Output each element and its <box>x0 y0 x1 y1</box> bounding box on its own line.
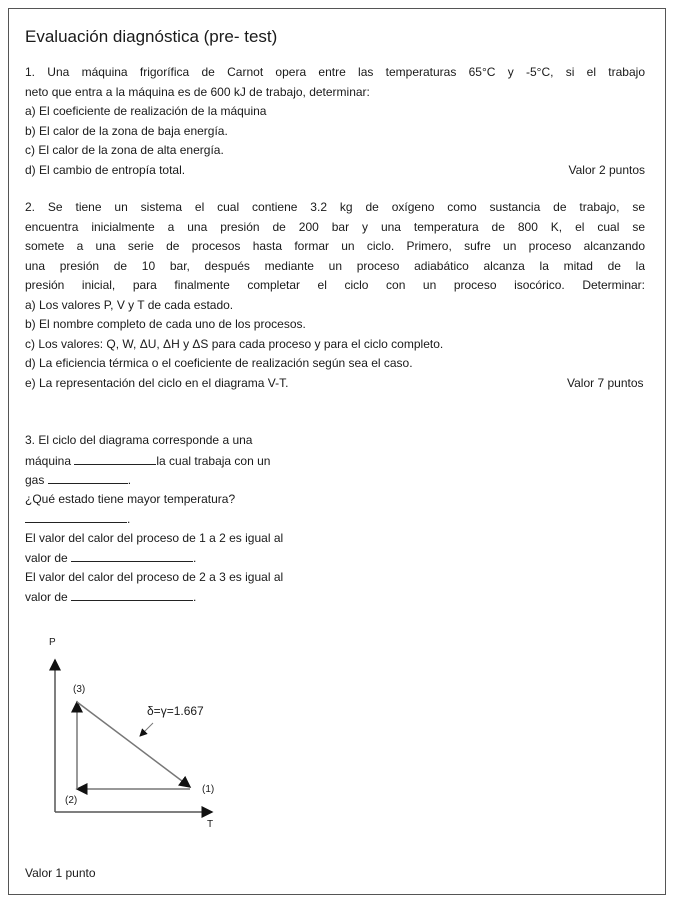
gamma-annotation: δ=γ=1.667 <box>147 704 204 718</box>
q1-item: d) El cambio de entropía total. <box>25 163 186 177</box>
state-2-label: (2) <box>65 795 78 806</box>
q2-item: d) La eficiencia térmica o el coeficiente de realización según sea el caso. <box>25 356 413 370</box>
t-axis-label: T <box>207 819 214 830</box>
q2-line: encuentra inicialmente a una presión de 200 bar y una temperatura de 800 K, el cual se <box>25 220 645 234</box>
q2-line: somete a una serie de procesos hasta formar un ciclo. Primero, sufre un proceso alcanzando <box>25 239 645 253</box>
q1-item: b) El calor de la zona de baja energía. <box>25 124 228 138</box>
q2-item: b) El nombre completo de cada uno de los procesos. <box>25 317 306 331</box>
q1-line: neto que entra a la máquina es de 600 kJ de trabajo, determinar: <box>25 85 370 99</box>
q1-line: 1. Una máquina frigorífica de Carnot opera entre las temperaturas 65°C y -5°C, si el trabajo <box>25 65 645 79</box>
q3-line: ¿Qué estado tiene mayor temperatura? <box>25 492 236 506</box>
q3-line: gas . <box>25 473 132 487</box>
state-3-label: (3) <box>73 684 86 695</box>
q2-item: c) Los valores: Q, W, ΔU, ΔH y ΔS para cada proceso y para el ciclo completo. <box>25 337 444 351</box>
q3-text: valor de <box>25 590 68 604</box>
q1-item: c) El calor de la zona de alta energía. <box>25 143 224 157</box>
q3-line: El valor del calor del proceso de 2 a 3 es igual al <box>25 570 284 584</box>
q3-text: la cual trabaja con un <box>156 454 271 468</box>
p-axis-label: P <box>49 637 56 648</box>
q2-points: Valor 7 puntos <box>567 376 644 390</box>
q3-points: Valor 1 punto <box>25 866 96 880</box>
q3-line: . <box>25 511 130 526</box>
q3-line: 3. El ciclo del diagrama corresponde a una <box>25 433 253 447</box>
state-1-label: (1) <box>202 784 215 795</box>
q2-item: e) La representación del ciclo en el diagrama V-T. <box>25 376 289 390</box>
q1-item: a) El coeficiente de realización de la máquina <box>25 104 267 118</box>
q2-item: a) Los valores P, V y T de cada estado. <box>25 298 234 312</box>
q3-text: valor de <box>25 551 68 565</box>
q3-text: gas <box>25 473 45 487</box>
q3-line: valor de . <box>25 590 197 604</box>
q2-line: presión inicial, para finalmente completar el ciclo con un proceso isocórico. Determinar: <box>25 278 645 292</box>
q3-line: El valor del calor del proceso de 1 a 2 es igual al <box>25 531 284 545</box>
page-title: Evaluación diagnóstica (pre- test) <box>25 27 278 46</box>
q2-line: 2. Se tiene un sistema el cual contiene 3.2 kg de oxígeno como sustancia de trabajo, se <box>25 200 645 214</box>
q1-points: Valor 2 puntos <box>568 163 645 177</box>
q3-text: máquina <box>25 454 72 468</box>
q2-line: una presión de 10 bar, después mediante un proceso adiabático alcanza la mitad de la <box>25 259 645 273</box>
q3-line: valor de . <box>25 551 197 565</box>
annotation-arrow <box>140 723 153 736</box>
